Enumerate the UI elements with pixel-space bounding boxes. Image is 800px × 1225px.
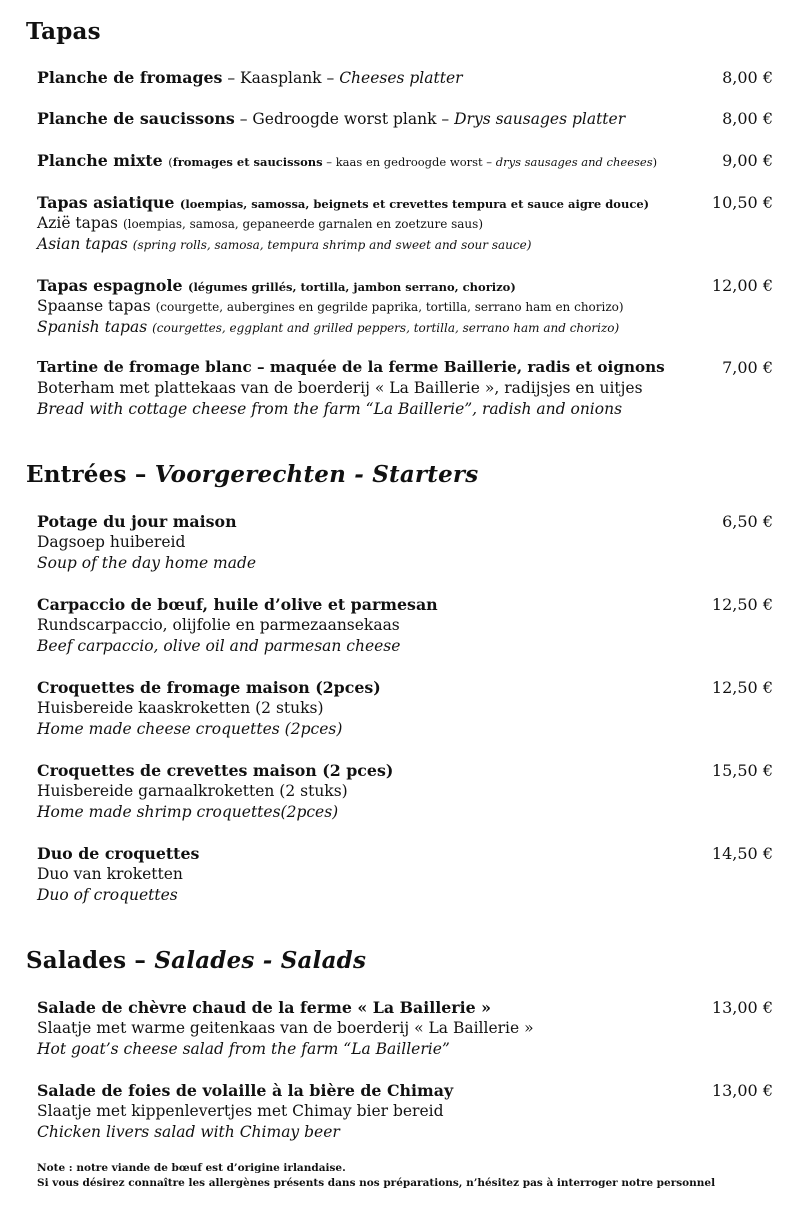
item-line-nl: Rundscarpaccio, olijfolie en parmezaansekaas <box>37 616 400 634</box>
item-line-en: Home made shrimp croquettes(2pces) <box>37 803 339 821</box>
item-detail-fr: fromages et saucissons <box>172 155 323 169</box>
tapas-title: Tapas <box>26 18 101 45</box>
item-name: Potage du jour maison <box>37 512 237 531</box>
item-line-en: Home made cheese croquettes (2pces) <box>37 720 343 738</box>
item-name: Tapas asiatique <box>37 193 180 212</box>
item-detail-fr: (loempias, samossa, beignets et crevettes tempura et sauce aigre douce) <box>179 197 650 211</box>
item-line-en: Bread with cottage cheese from the farm “La Baillerie”, radish and onions <box>37 400 623 418</box>
menu-item-saucissons <box>37 108 777 129</box>
salades-title-fr: Salades – <box>26 947 155 974</box>
item-name-en: Asian tapas <box>37 235 133 253</box>
menu-item-croquettes-fromage <box>37 677 777 740</box>
item-line-en: Hot goat’s cheese salad from the farm “La Baillerie” <box>37 1040 450 1058</box>
item-price: 9,00 € <box>722 151 773 170</box>
item-line-fr <box>37 511 777 532</box>
footer-note <box>37 1161 757 1191</box>
item-line-en <box>37 317 777 338</box>
section-title-entrees <box>26 461 478 488</box>
menu-item-carpaccio <box>37 594 777 657</box>
item-line-fr <box>37 357 777 378</box>
menu-item-croquettes-crevettes <box>37 760 777 823</box>
item-line-fr <box>37 594 777 615</box>
item-line-fr <box>37 760 777 781</box>
item-price: 12,50 € <box>711 678 773 697</box>
menu-item-salade-foies <box>37 1080 777 1143</box>
note-allergens: Si vous désirez connaître les allergènes présents dans nos préparations, n’hésitez pas à interroger notre personnel <box>37 1177 716 1189</box>
menu-item-mixte <box>37 150 777 171</box>
item-line-nl: Boterham met plattekaas van de boerderij « La Baillerie », radijsjes en uitjes <box>37 379 643 397</box>
item-name-nl: – Kaasplank – <box>222 69 340 87</box>
menu-item-tartine <box>37 357 777 420</box>
item-line-en: Chicken livers salad with Chimay beer <box>37 1123 340 1141</box>
item-line-nl: Huisbereide garnaalkroketten (2 stuks) <box>37 782 348 800</box>
detail-open: ( <box>168 155 173 169</box>
item-name: Tartine de fromage blanc – maquée de la ferme Baillerie, radis et oignons <box>37 358 665 376</box>
item-price: 7,00 € <box>722 358 773 377</box>
item-line-fr <box>37 108 777 129</box>
item-detail-fr: (légumes grillés, tortilla, jambon serrano, chorizo) <box>188 280 516 294</box>
item-price: 12,50 € <box>711 595 773 614</box>
item-detail-nl: – kaas en gedroogde worst – <box>322 155 496 169</box>
item-name: Duo de croquettes <box>37 844 200 863</box>
section-title-salades <box>26 947 366 974</box>
item-price: 15,50 € <box>711 761 773 780</box>
detail-close: ) <box>652 155 658 169</box>
item-price: 14,50 € <box>711 844 773 863</box>
item-detail-nl: (courgette, aubergines en gegrilde paprika, tortilla, serrano ham en chorizo) <box>155 300 624 314</box>
item-name-nl: Azië tapas <box>37 214 123 232</box>
item-price: 13,00 € <box>711 1081 773 1100</box>
menu-item-fromages <box>37 67 777 88</box>
item-price: 13,00 € <box>711 998 773 1017</box>
item-price: 8,00 € <box>722 68 773 87</box>
item-name: Planche mixte <box>37 151 169 170</box>
item-price: 8,00 € <box>722 109 773 128</box>
item-name-en: Drys sausages platter <box>454 110 626 128</box>
item-line-nl: Dagsoep huibereid <box>37 533 186 551</box>
item-line-fr <box>37 843 777 864</box>
item-line-fr <box>37 677 777 698</box>
salades-title-nl-en: Salades - Salads <box>154 947 367 974</box>
item-line-nl: Huisbereide kaaskroketten (2 stuks) <box>37 699 324 717</box>
item-price: 10,50 € <box>711 193 773 212</box>
item-line-fr <box>37 1080 777 1101</box>
item-line-nl <box>37 296 777 317</box>
item-name-en: Cheeses platter <box>339 69 463 87</box>
item-name: Planche de saucissons <box>37 109 235 128</box>
item-price: 6,50 € <box>722 512 773 531</box>
item-name-en: Spanish tapas <box>37 318 153 336</box>
menu-item-duo <box>37 843 777 906</box>
item-line-fr <box>37 997 777 1018</box>
item-name: Salade de chèvre chaud de la ferme « La Baillerie » <box>37 998 492 1017</box>
item-line-en: Soup of the day home made <box>37 554 257 572</box>
item-detail-nl: (loempias, samosa, gepaneerde garnalen en zoetzure saus) <box>122 217 484 231</box>
item-line-nl: Slaatje met kippenlevertjes met Chimay bier bereid <box>37 1102 444 1120</box>
item-line-fr <box>37 192 777 213</box>
item-name: Croquettes de fromage maison (2pces) <box>37 678 381 697</box>
note-origin: Note : notre viande de bœuf est d’origine irlandaise. <box>37 1162 346 1174</box>
item-line-en: Beef carpaccio, olive oil and parmesan cheese <box>37 637 401 655</box>
item-line-fr <box>37 150 777 171</box>
item-name: Croquettes de crevettes maison (2 pces) <box>37 761 394 780</box>
item-name: Planche de fromages <box>37 68 223 87</box>
item-line-nl: Slaatje met warme geitenkaas van de boerderij « La Baillerie » <box>37 1019 534 1037</box>
item-detail-en: (spring rolls, samosa, tempura shrimp and sweet and sour sauce) <box>132 238 532 252</box>
item-name-nl: Spaanse tapas <box>37 297 156 315</box>
menu-item-asiatique <box>37 192 777 255</box>
item-name: Tapas espagnole <box>37 276 188 295</box>
item-name: Salade de foies de volaille à la bière de Chimay <box>37 1081 454 1100</box>
item-detail-en: (courgettes, eggplant and grilled peppers, tortilla, serrano ham and chorizo) <box>152 321 620 335</box>
menu-item-espagnole <box>37 275 777 338</box>
entrees-title-nl-en: Voorgerechten - Starters <box>154 461 479 488</box>
item-name: Carpaccio de bœuf, huile d’olive et parmesan <box>37 595 438 614</box>
item-line-en: Duo of croquettes <box>37 886 178 904</box>
item-detail-en: drys sausages and cheeses <box>495 155 653 169</box>
item-name-nl: – Gedroogde worst plank – <box>234 110 455 128</box>
item-price: 12,00 € <box>711 276 773 295</box>
entrees-title-fr: Entrées – <box>26 461 155 488</box>
item-line-fr <box>37 67 777 88</box>
item-line-en <box>37 234 777 255</box>
menu-item-salade-chevre <box>37 997 777 1060</box>
section-title-tapas <box>26 18 101 45</box>
item-line-nl <box>37 213 777 234</box>
item-line-fr <box>37 275 777 296</box>
menu-item-potage <box>37 511 777 574</box>
item-line-nl: Duo van kroketten <box>37 865 183 883</box>
